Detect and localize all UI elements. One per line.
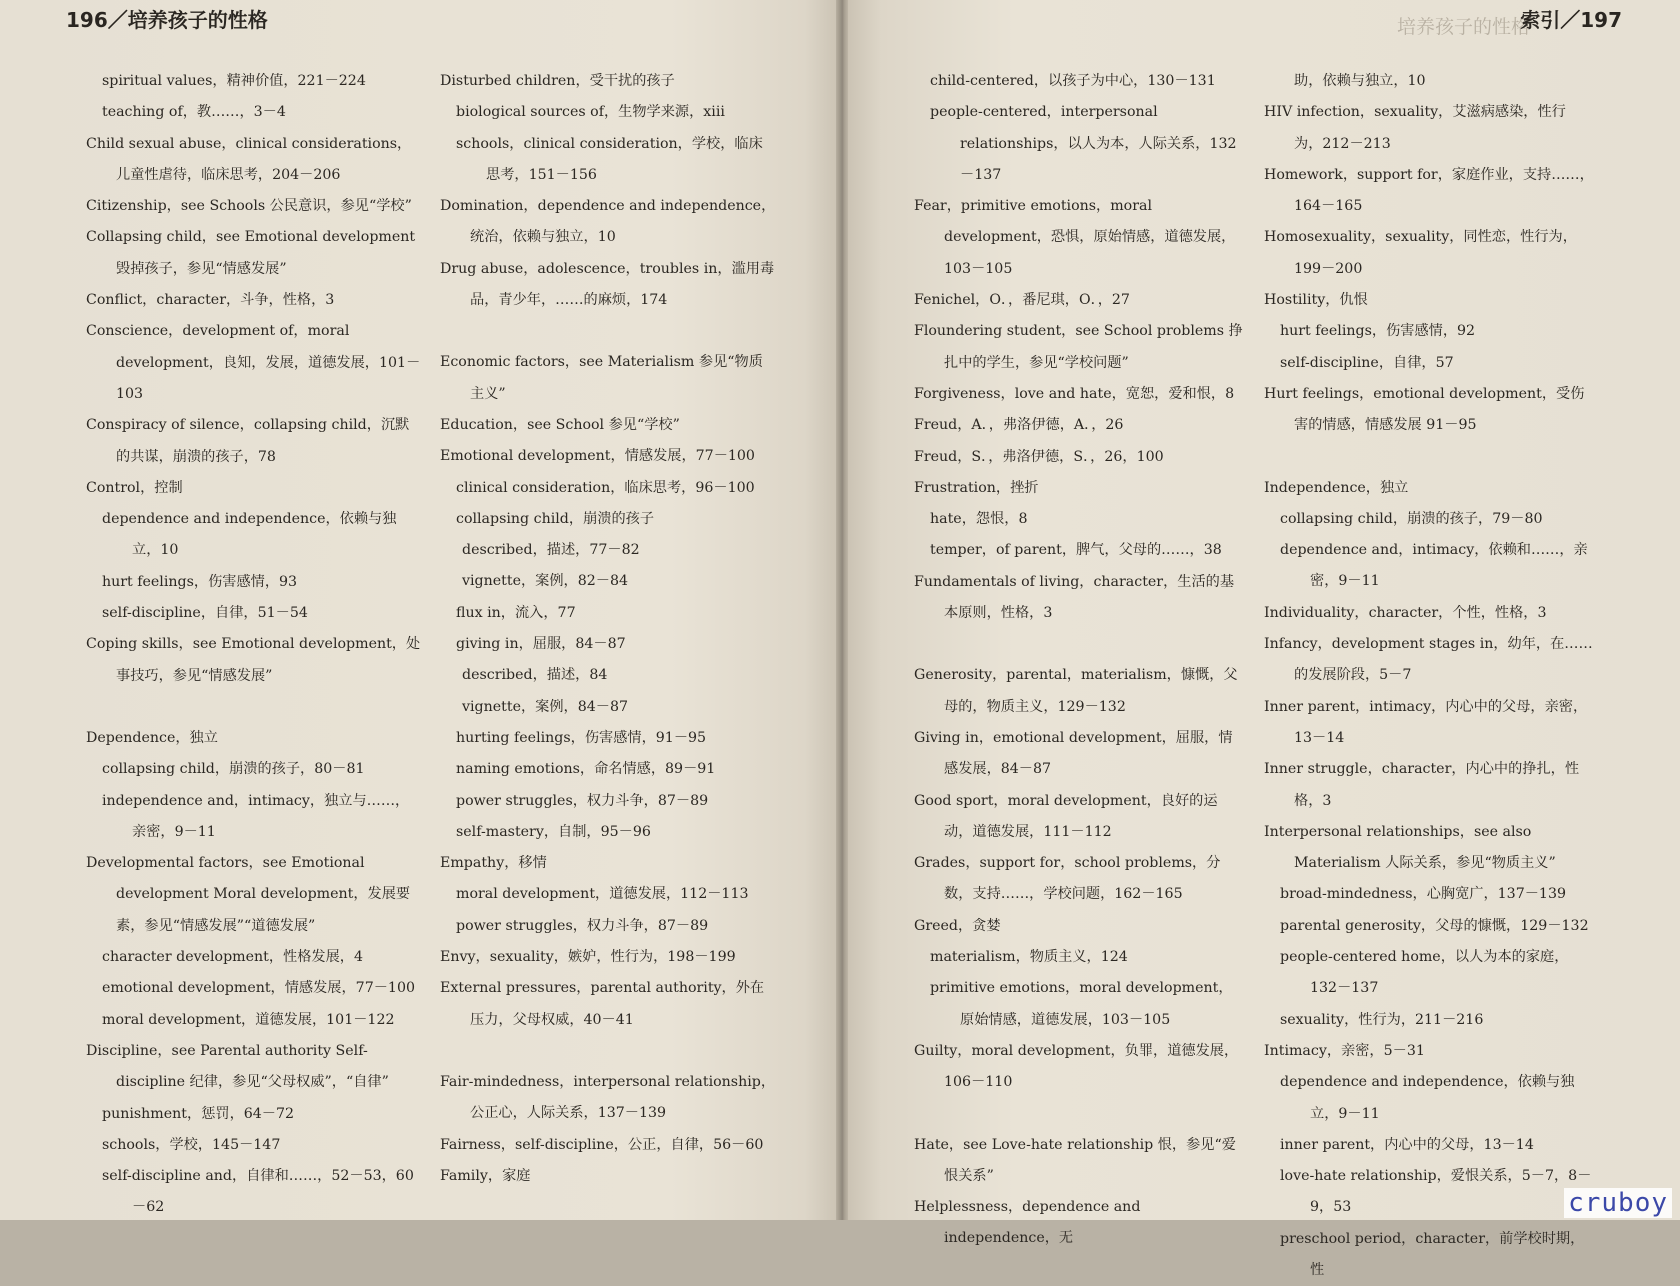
index-entry: schools，clinical consideration，学校，临床思考，151－156: [456, 135, 763, 183]
left-column-2: [440, 66, 776, 1192]
index-entry: Collapsing child，see Emotional development 毁掉孩子，参见“情感发展”: [86, 229, 416, 277]
index-entry: character development，性格发展，4: [102, 949, 364, 966]
index-entry: dependence and，intimacy，依赖和……，亲密，9－11: [1280, 542, 1588, 590]
index-entry: schools，学校，145－147: [102, 1136, 281, 1153]
index-entry: hurt feelings，伤害感情，92: [1280, 323, 1476, 340]
index-entry: emotional development，情感发展，77－100: [102, 980, 415, 997]
index-entry: Independence，独立: [1264, 479, 1409, 496]
index-entry: sexuality，性行为，211－216: [1280, 1011, 1484, 1028]
index-entry: inner parent，内心中的父母，13－14: [1280, 1136, 1534, 1153]
index-entry: described，描述，77－82: [462, 542, 640, 559]
index-entry: biological sources of，生物学来源，xiii: [456, 104, 725, 121]
right-running-head: 索引／197: [1520, 8, 1622, 32]
index-entry: hate，怨恨，8: [930, 511, 1028, 528]
index-entry: Frustration，挫折: [914, 479, 1039, 496]
index-entry: Forgiveness，love and hate，宽恕，爱和恨，8: [914, 385, 1235, 402]
index-entry: Individuality，character，个性，性格，3: [1264, 604, 1547, 621]
index-entry: people-centered，interpersonal relationships，以人为本，人际关系，132－137: [930, 104, 1237, 183]
index-entry: power struggles，权力斗争，87－89: [456, 792, 709, 809]
index-entry: Homosexuality，sexuality，同性恋，性行为，199－200: [1264, 229, 1577, 277]
index-entry: self-discipline and，自律和……，52－53，60－62: [102, 1168, 414, 1216]
index-entry: Child sexual abuse，clinical considerations，儿童性虐待，临床思考，204－206: [86, 135, 412, 183]
index-entry: Generosity，parental，materialism，慷慨，父母的，物质主义，129－132: [914, 667, 1238, 715]
left-running-head: 196／培养孩子的性格: [66, 8, 268, 32]
index-entry: broad-mindedness，心胸宽广，137－139: [1280, 886, 1566, 903]
index-entry: Coping skills，see Emotional development，处事技巧，参见“情感发展”: [86, 636, 421, 684]
index-entry: self-mastery，自制，95－96: [456, 823, 651, 840]
right-page: [848, 0, 1680, 1278]
right-column-1: [914, 66, 1244, 1255]
index-entry: primitive emotions，moral development，原始情感，道德发展，103－105: [930, 980, 1233, 1028]
index-entry: Fairness，self-discipline，公正，自律，56－60: [440, 1136, 764, 1153]
index-entry: Fundamentals of living，character，生活的基本原则，性格，3: [914, 573, 1235, 622]
index-entry: collapsing child，崩溃的孩子: [456, 510, 655, 527]
index-entry: Fear，primitive emotions，moral development，恐惧，原始情感，道德发展，103－105: [914, 198, 1236, 277]
index-entry: collapsing child，崩溃的孩子，80－81: [102, 761, 365, 778]
index-entry: hurt feelings，伤害感情，93: [102, 573, 298, 590]
index-entry: described，描述，84: [462, 667, 608, 684]
index-entry: spiritual values，精神价值，221－224: [102, 73, 366, 89]
index-entry: Helplessness，dependence and independence，无: [914, 1199, 1141, 1247]
index-entry: giving in，屈服，84－87: [456, 636, 626, 653]
index-entry: teaching of，教……，3－4: [102, 104, 286, 121]
index-entry: collapsing child，崩溃的孩子，79－80: [1280, 510, 1543, 527]
index-entry: Inner struggle，character，内心中的挣扎，性格，3: [1264, 761, 1580, 809]
index-entry: Discipline，see Parental authority Self-discipline 纪律，参见“父母权威”，“自律”: [86, 1042, 389, 1091]
index-entry: people-centered home，以人为本的家庭，132－137: [1280, 949, 1569, 997]
index-entry: Grades，support for，school problems，分数，支持……，学校问题，162－165: [914, 855, 1221, 903]
index-entry: Guilty，moral development，负罪，道德发展，106－110: [914, 1042, 1239, 1091]
index-entry: moral development，道德发展，101－122: [102, 1011, 395, 1028]
index-entry: Dependence，独立: [86, 729, 218, 746]
index-entry: Drug abuse，adolescence，troubles in，滥用毒品，青少年，……的麻烦，174: [440, 260, 775, 309]
index-entry: dependence and independence，依赖与独立，9－11: [1280, 1074, 1575, 1122]
index-entry: Fenichel，O．，番尼琪，O．，27: [914, 292, 1130, 309]
index-entry: Citizenship，see Schools 公民意识，参见“学校”: [86, 198, 412, 215]
index-entry: Interpersonal relationships，see also Materialism 人际关系，参见“物质主义”: [1264, 823, 1556, 872]
index-entry: flux in，流入，77: [456, 604, 576, 621]
index-entry: Homework，support for，家庭作业，支持……，164－165: [1264, 166, 1594, 215]
index-entry: Freud，S．，弗洛伊德，S．，26，100: [914, 448, 1164, 465]
index-entry: independence and，intimacy，独立与……，亲密，9－11: [102, 792, 410, 840]
index-entry: 助，依赖与独立，10: [1294, 73, 1426, 89]
index-entry: Conscience，development of，moral development，良知，发展，道德发展，101－103: [86, 323, 421, 402]
index-entry: punishment，惩罚，64－72: [102, 1105, 295, 1122]
index-entry: clinical consideration，临床思考，96－100: [456, 479, 755, 496]
index-entry: self-discipline，自律，57: [1280, 354, 1454, 371]
index-entry: Hurt feelings，emotional development，受伤害的情感，情感发展 91－95: [1264, 385, 1585, 434]
index-entry: materialism，物质主义，124: [930, 949, 1128, 966]
index-entry: Conspiracy of silence，collapsing child，沉默的共谋，崩溃的孩子，78: [86, 417, 410, 465]
index-entry: parental generosity，父母的慷慨，129－132: [1280, 917, 1589, 934]
index-entry: Empathy，移情: [440, 855, 547, 872]
index-entry: Disturbed children，受干扰的孩子: [440, 73, 675, 89]
index-entry: Freud，A．，弗洛伊德，A．，26: [914, 417, 1124, 434]
index-entry: Greed，贪婪: [914, 917, 1001, 934]
index-entry: self-discipline，自律，51－54: [102, 605, 308, 622]
index-entry: Infancy，development stages in，幼年，在……的发展阶段，5－7: [1264, 636, 1593, 684]
index-entry: moral development，道德发展，112－113: [456, 886, 749, 903]
index-entry: Conflict，character，斗争，性格，3: [86, 292, 335, 309]
bleed-through-head: 培养孩子的性格: [1396, 16, 1530, 38]
index-entry: Economic factors，see Materialism 参见“物质主义”: [440, 354, 763, 402]
index-entry: Education，see School 参见“学校”: [440, 416, 680, 433]
left-page: [0, 0, 838, 1220]
index-entry: Emotional development，情感发展，77－100: [440, 448, 755, 465]
index-entry: Domination，dependence and independence，统治，依赖与独立，10: [440, 198, 776, 246]
right-column-2: [1264, 66, 1594, 1286]
index-entry: Fair-mindedness，interpersonal relationship，公正心，人际关系，137－139: [440, 1073, 776, 1122]
index-entry: vignette，案例，84－87: [462, 698, 629, 715]
index-entry: preschool period，character，前学校时期，性: [1280, 1230, 1585, 1278]
index-entry: naming emotions，命名情感，89－91: [456, 761, 716, 778]
index-entry: Family，家庭: [440, 1167, 531, 1184]
index-entry: Control，控制: [86, 479, 183, 496]
index-entry: Inner parent，intimacy，内心中的父母，亲密，13－14: [1264, 698, 1588, 746]
index-entry: Envy，sexuality，嫉妒，性行为，198－199: [440, 949, 736, 966]
index-entry: Hostility，仇恨: [1264, 292, 1368, 309]
index-entry: Hate，see Love-hate relationship 恨，参见“爱恨关系”: [914, 1136, 1236, 1184]
index-entry: Intimacy，亲密，5－31: [1264, 1042, 1425, 1059]
index-entry: Developmental factors，see Emotional development Moral development，发展要素，参见“情感发展”“道德发展”: [86, 855, 411, 934]
index-entry: love-hate relationship，爱恨关系，5－7，8－9，53: [1280, 1168, 1592, 1216]
index-entry: hurting feelings，伤害感情，91－95: [456, 729, 707, 746]
index-entry: Floundering student，see School problems 挣扎中的学生，参见“学校问题”: [914, 323, 1243, 371]
index-entry: dependence and independence，依赖与独立，10: [102, 511, 397, 559]
index-entry: External pressures，parental authority，外在压力，父母权威，40－41: [440, 980, 765, 1028]
watermark: cruboy: [1564, 1188, 1672, 1218]
left-column-1: [86, 66, 422, 1224]
index-entry: child-centered，以孩子为中心，130－131: [930, 73, 1216, 89]
index-entry: temper，of parent，脾气，父母的……，38: [930, 542, 1222, 559]
index-entry: vignette，案例，82－84: [462, 573, 629, 590]
index-entry: Good sport，moral development，良好的运动，道德发展，111－112: [914, 792, 1218, 840]
index-entry: HIV infection，sexuality，艾滋病感染，性行为，212－213: [1264, 104, 1566, 152]
index-entry: power struggles，权力斗争，87－89: [456, 917, 709, 934]
index-entry: Giving in，emotional development，屈服，情感发展，84－87: [914, 729, 1233, 778]
